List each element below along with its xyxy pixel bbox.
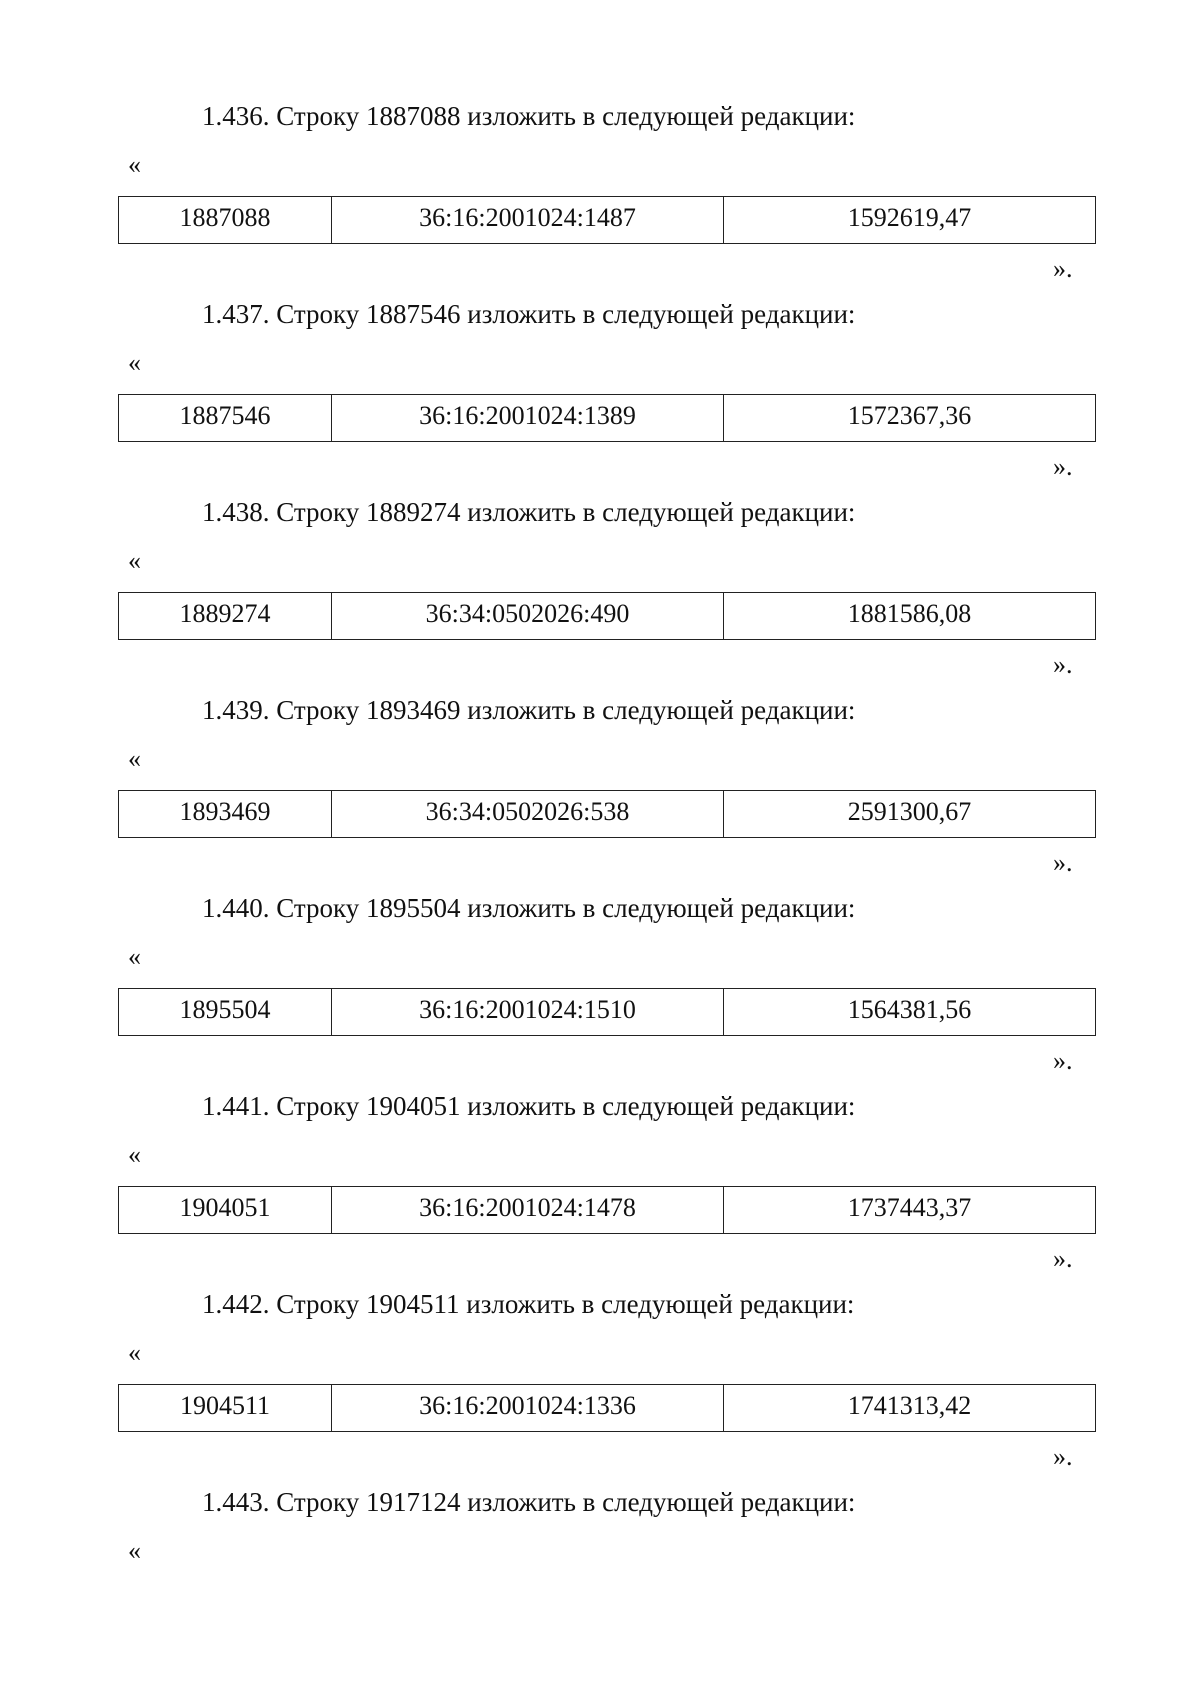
close-quote: ». <box>1053 848 1073 877</box>
cadastral-number-cell: 36:34:0502026:538 <box>332 791 724 837</box>
section-heading: 1.437. Строку 1887546 изложить в следующей редакции: <box>202 299 856 329</box>
cadastral-number-cell: 36:34:0502026:490 <box>332 593 724 639</box>
row-number-cell: 1887546 <box>119 395 332 441</box>
open-quote: « <box>128 546 141 575</box>
value-cell: 1741313,42 <box>847 1391 972 1420</box>
cadastral-number-cell: 36:16:2001024:1336 <box>332 1385 724 1431</box>
value-cell: 2591300,67 <box>847 797 972 826</box>
open-quote: « <box>128 942 141 971</box>
row-number-cell: 1887088 <box>119 197 332 243</box>
value-cell: 1881586,08 <box>847 599 972 628</box>
row-number-cell: 1895504 <box>119 989 332 1035</box>
row-number-cell: 1904051 <box>119 1187 332 1233</box>
section-heading: 1.436. Строку 1887088 изложить в следующей редакции: <box>202 101 856 131</box>
value-cell: 1564381,56 <box>847 995 972 1024</box>
cadastral-number-cell: 36:16:2001024:1510 <box>332 989 724 1035</box>
close-quote: ». <box>1053 254 1073 283</box>
value-cell: 1737443,37 <box>847 1193 972 1222</box>
table-row <box>118 988 1096 1036</box>
cadastral-number-cell: 36:16:2001024:1389 <box>332 395 724 441</box>
close-quote: ». <box>1053 452 1073 481</box>
close-quote: ». <box>1053 650 1073 679</box>
value-cell: 1592619,47 <box>847 203 972 232</box>
section-heading: 1.441. Строку 1904051 изложить в следующей редакции: <box>202 1091 856 1121</box>
section-heading: 1.442. Строку 1904511 изложить в следующей редакции: <box>202 1289 855 1319</box>
table-row <box>118 1384 1096 1432</box>
cadastral-number-cell: 36:16:2001024:1478 <box>332 1187 724 1233</box>
close-quote: ». <box>1053 1442 1073 1471</box>
row-number-cell: 1893469 <box>119 791 332 837</box>
open-quote: « <box>128 1140 141 1169</box>
open-quote: « <box>128 1338 141 1367</box>
cadastral-number-cell: 36:16:2001024:1487 <box>332 197 724 243</box>
section-heading: 1.443. Строку 1917124 изложить в следующей редакции: <box>202 1487 856 1517</box>
close-quote: ». <box>1053 1046 1073 1075</box>
table-row <box>118 196 1096 244</box>
close-quote: ». <box>1053 1244 1073 1273</box>
table-row <box>118 394 1096 442</box>
row-number-cell: 1904511 <box>119 1385 332 1431</box>
open-quote: « <box>128 150 141 179</box>
table-row <box>118 1186 1096 1234</box>
open-quote: « <box>128 744 141 773</box>
section-heading: 1.440. Строку 1895504 изложить в следующей редакции: <box>202 893 856 923</box>
open-quote: « <box>128 348 141 377</box>
value-cell: 1572367,36 <box>847 401 972 430</box>
table-row <box>118 790 1096 838</box>
open-quote: « <box>128 1536 141 1565</box>
section-heading: 1.439. Строку 1893469 изложить в следующей редакции: <box>202 695 856 725</box>
table-row <box>118 592 1096 640</box>
section-heading: 1.438. Строку 1889274 изложить в следующей редакции: <box>202 497 856 527</box>
row-number-cell: 1889274 <box>119 593 332 639</box>
